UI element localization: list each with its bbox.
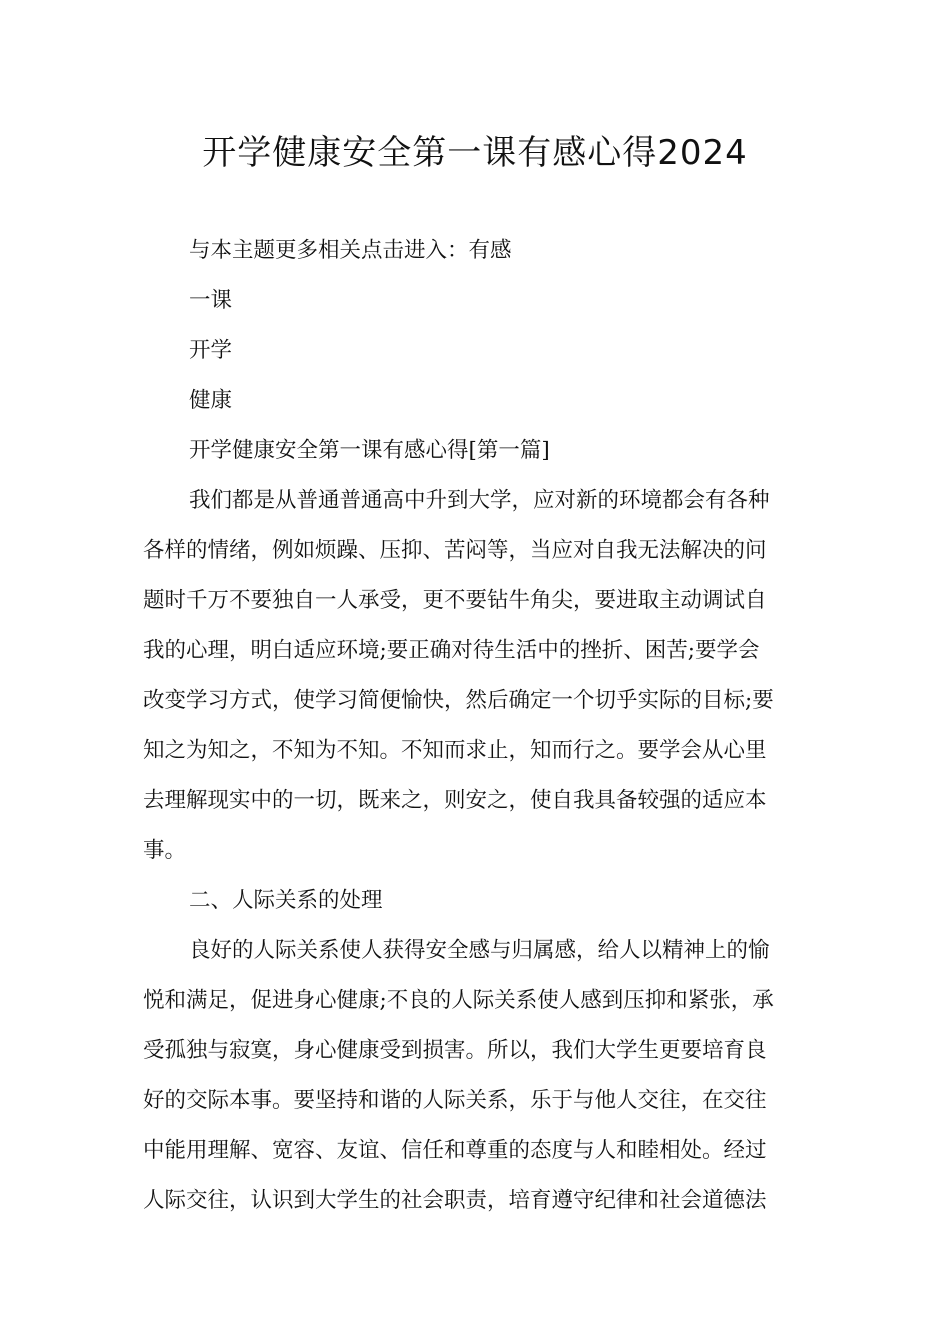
text-line: 人际交往，认识到大学生的社会职责，培育遵守纪律和社会道德法: [143, 1188, 767, 1213]
text-line: 健康: [189, 388, 233, 413]
text-line: 我们都是从普通普通高中升到大学，应对新的环境都会有各种: [189, 488, 770, 513]
text-line: 开学: [189, 338, 233, 363]
text-line: 一课: [189, 288, 233, 313]
text-line: 知之为知之，不知为不知。不知而求止，知而行之。要学会从心里: [143, 738, 767, 763]
text-line: 各样的情绪，例如烦躁、压抑、苦闷等，当应对自我无法解决的问: [143, 538, 767, 563]
text-line: 受孤独与寂寞，身心健康受到损害。所以，我们大学生更要培育良: [143, 1038, 767, 1063]
text-line: 与本主题更多相关点击进入：有感: [189, 238, 512, 263]
text-line: 好的交际本事。要坚持和谐的人际关系，乐于与他人交往，在交往: [143, 1088, 767, 1113]
document-title: 开学健康安全第一课有感心得2024: [202, 133, 748, 173]
text-line: 改变学习方式，使学习简便愉快，然后确定一个切乎实际的目标;要: [143, 688, 774, 713]
text-line: 开学健康安全第一课有感心得[第一篇]: [189, 438, 550, 463]
text-line: 良好的人际关系使人获得安全感与归属感，给人以精神上的愉: [189, 938, 770, 963]
text-line: 事。: [143, 838, 187, 863]
text-line: 悦和满足，促进身心健康;不良的人际关系使人感到压抑和紧张，承: [143, 988, 774, 1013]
text-line: 去理解现实中的一切，既来之，则安之，使自我具备较强的适应本: [143, 788, 767, 813]
text-line: 题时千万不要独自一人承受，更不要钻牛角尖，要进取主动调试自: [143, 588, 767, 613]
text-line: 二、人际关系的处理: [189, 888, 383, 913]
document-body: [143, 226, 807, 1226]
text-line: 我的心理，明白适应环境;要正确对待生活中的挫折、困苦;要学会: [143, 638, 760, 663]
text-line: 中能用理解、宽容、友谊、信任和尊重的态度与人和睦相处。经过: [143, 1138, 767, 1163]
